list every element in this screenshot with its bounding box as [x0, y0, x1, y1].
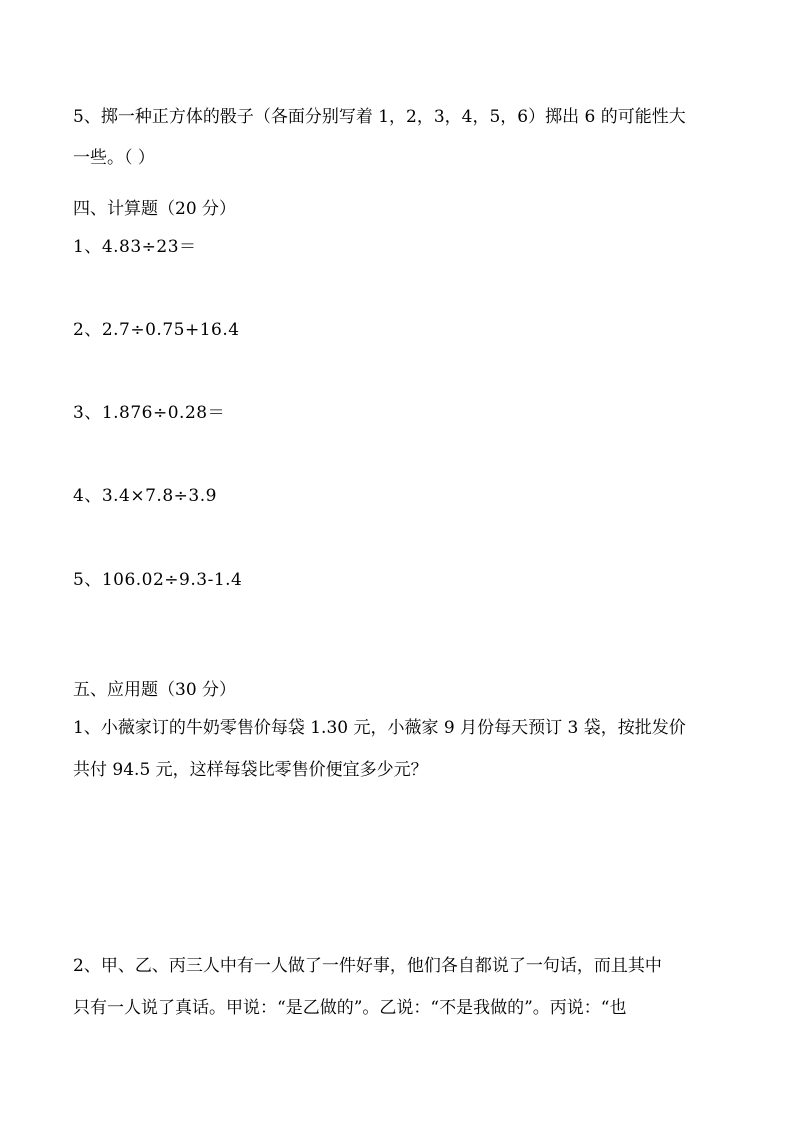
question-5-line-1: 5、掷一种正方体的骰子（各面分别写着 1，2，3，4，5，6）掷出 6 的可能性大 [73, 107, 686, 127]
calc-item-3: 3、1.876÷0.28＝ [73, 403, 226, 423]
calc-item-4: 4、3.4×7.8÷3.9 [73, 486, 217, 506]
section-five-heading: 五、应用题（30 分） [73, 680, 237, 700]
calc-item-5: 5、106.02÷9.3-1.4 [73, 570, 243, 590]
application-q2-line-1: 2、甲、乙、丙三人中有一人做了一件好事，他们各自都说了一句话，而且其中 [73, 956, 662, 976]
section-four-heading: 四、计算题（20 分） [73, 199, 237, 219]
calc-item-2: 2、2.7÷0.75+16.4 [73, 320, 240, 340]
application-q1-line-2: 共付 94.5 元，这样每袋比零售价便宜多少元？ [73, 760, 428, 780]
question-5-line-2: 一些。（ ） [73, 148, 155, 168]
application-q1-line-1: 1、小薇家订的牛奶零售价每袋 1.30 元，小薇家 9 月份每天预订 3 袋，按批发价 [73, 718, 686, 738]
application-q2-line-2: 只有一人说了真话。甲说：“是乙做的”。乙说：“不是我做的”。丙说：“也 [73, 998, 627, 1018]
calc-item-1: 1、4.83÷23＝ [73, 237, 197, 257]
